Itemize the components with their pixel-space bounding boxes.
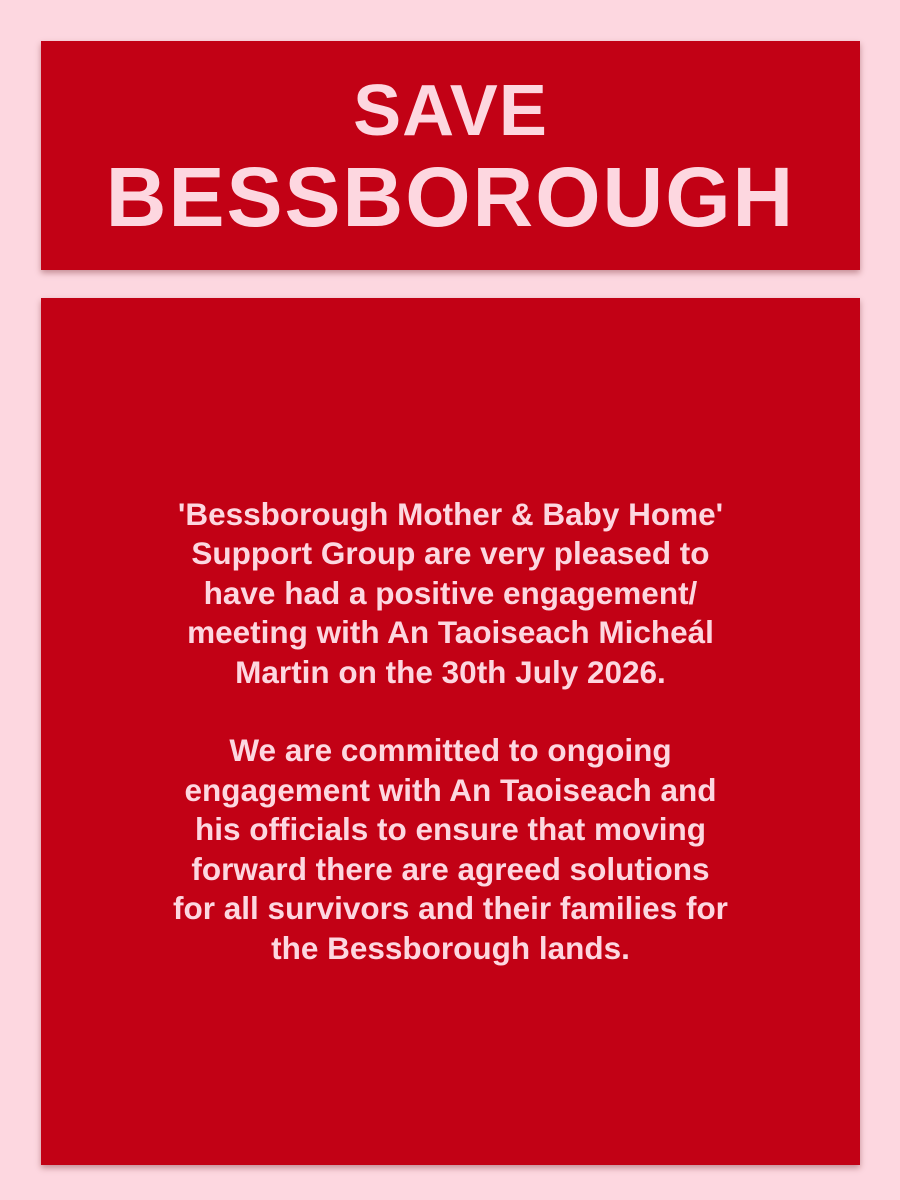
statement-panel [41,298,860,1165]
statement-paragraph-meeting [178,495,723,693]
statement-line: Support Group are very pleased to [191,535,710,572]
title-line-bessborough: BESSBOROUGH [105,149,796,244]
statement-line: have had a positive engagement/ [203,574,698,611]
statement-line: 'Bessborough Mother & Baby Home' [177,495,724,532]
title-banner [41,41,860,270]
statement-line: Martin on the 30th July 2026. [235,653,666,690]
statement-paragraph-commitment [173,731,728,968]
statement-line: We are committed to ongoing [229,732,672,769]
statement-line: for all survivors and their families for [173,890,728,927]
statement-line: his officials to ensure that moving [194,811,707,848]
statement-line: engagement with An Taoiseach and [184,771,717,808]
statement-line: meeting with An Taoiseach Micheál [187,614,714,651]
statement-line: forward there are agreed solutions [191,850,710,887]
title-line-save: SAVE [353,70,548,151]
statement-line: the Bessborough lands. [271,929,630,966]
